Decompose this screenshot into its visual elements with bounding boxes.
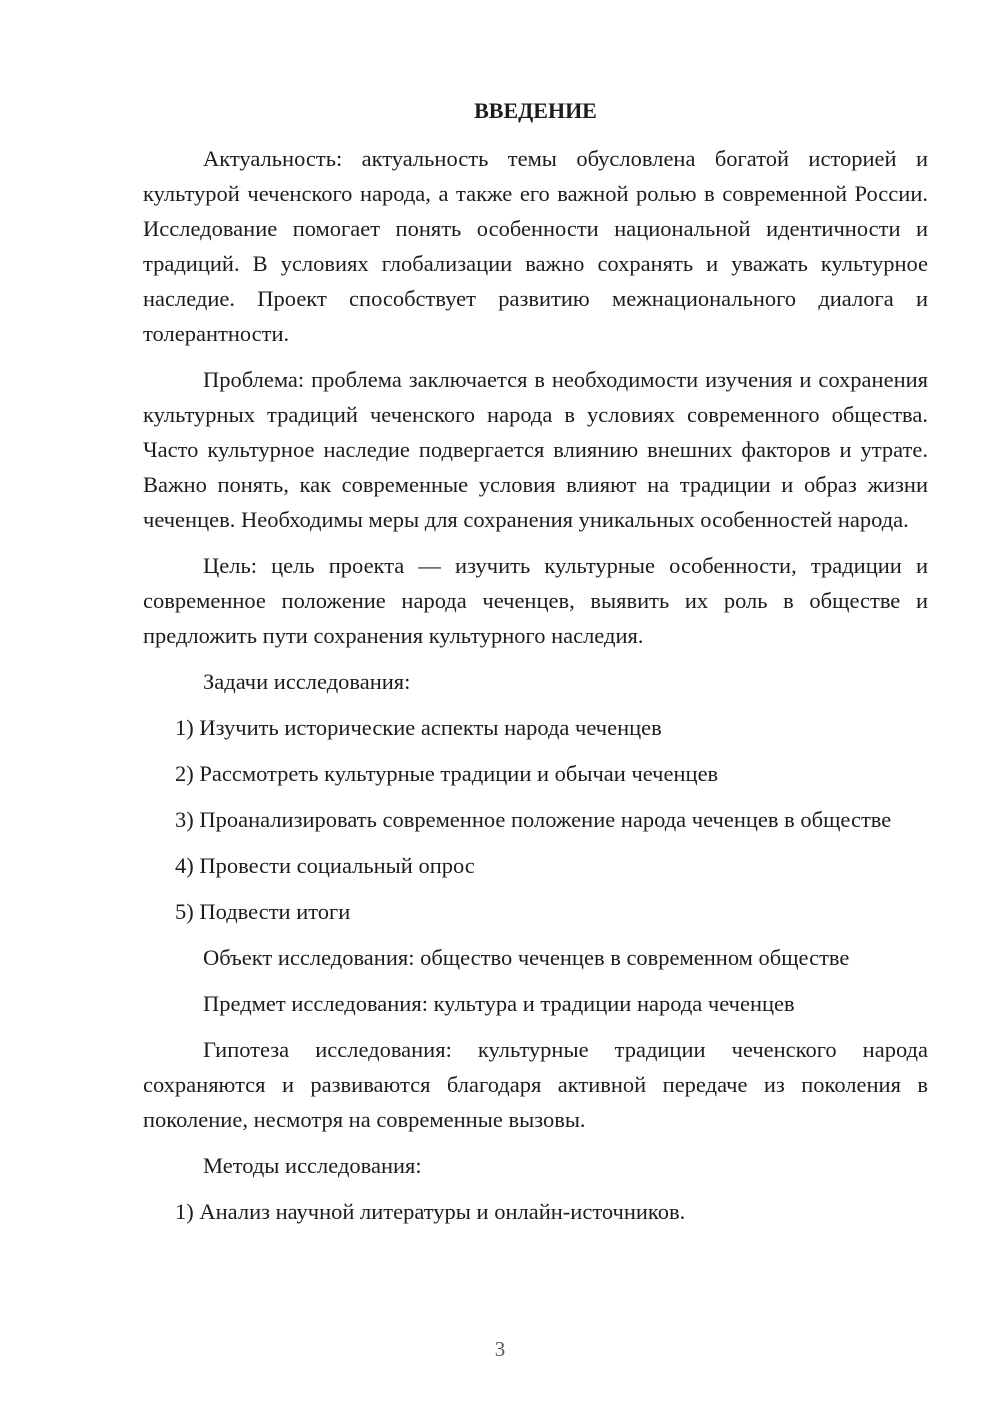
tasks-heading: Задачи исследования: [203, 669, 411, 694]
methods-heading: Методы исследования: [203, 1153, 422, 1178]
task-item: 2) Рассмотреть культурные традиции и обычаи чеченцев [175, 761, 719, 786]
goal-paragraph: Цель: цель проекта — изучить культурные особенности, традиции и современное положение народа чеченцев, выявить их роль в обществе и предложить пути сохранения культурного наследия. [143, 553, 928, 648]
task-item: 4) Провести социальный опрос [175, 853, 475, 878]
page-number: 3 [494, 1337, 506, 1361]
hypothesis-paragraph: Гипотеза исследования: культурные традиции чеченского народа сохраняются и развиваются благодаря активной передаче из поколения в поколение, несмотря на современные вызовы. [143, 1037, 928, 1132]
task-item: 5) Подвести итоги [175, 899, 351, 924]
document-page [143, 93, 928, 1240]
problem-paragraph: Проблема: проблема заключается в необходимости изучения и сохранения культурных традиций чеченского народа в условиях современного общества. Часто культурное наследие подвергается влиянию внешних факторов и утрате. Важно понять, как современные условия влияют на традиции и образ жизни чеченцев. Необходимы меры для сохранения уникальных особенностей народа. [143, 367, 928, 532]
object-paragraph: Объект исследования: общество чеченцев в современном обществе [203, 945, 850, 970]
method-item: 1) Анализ научной литературы и онлайн-источников. [175, 1199, 686, 1224]
task-item: 1) Изучить исторические аспекты народа чеченцев [175, 715, 662, 740]
relevance-paragraph: Актуальность: актуальность темы обусловлена богатой историей и культурой чеченского народа, а также его важной ролью в современной России. Исследование помогает понять особенности национальной идентичности и традиций. В условиях глобализации важно сохранять и уважать культурное наследие. Проект способствует развитию межнационального диалога и толерантности. [143, 146, 928, 346]
subject-paragraph: Предмет исследования: культура и традиции народа чеченцев [203, 991, 795, 1016]
task-item: 3) Проанализировать современное положение народа чеченцев в обществе [175, 807, 892, 832]
section-title: ВВЕДЕНИЕ [474, 98, 597, 123]
